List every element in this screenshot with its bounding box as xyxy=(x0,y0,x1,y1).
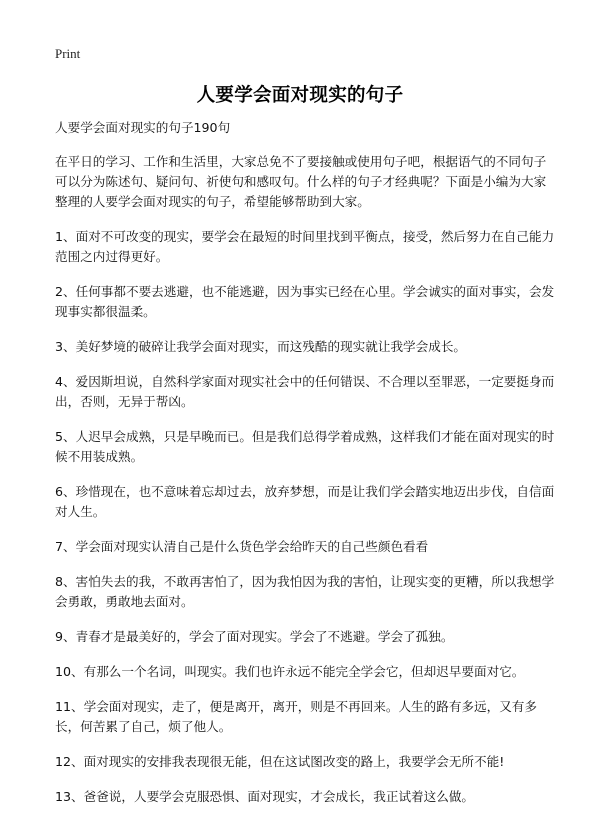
list-item: 11、学会面对现实，走了，便是离开，离开，则是不再回来。人生的路有多远，又有多长，何苦累了自己，烦了他人。 xyxy=(55,699,537,734)
article-intro: 在平日的学习、工作和生活里，大家总免不了要接触或使用句子吧，根据语气的不同句子可以分为陈述句、疑问句、祈使句和感叹句。什么样的句子才经典呢？下面是小编为大家整理的人要学会面对现实的句子，希望能够帮助到大家。 xyxy=(55,154,547,209)
list-item: 6、珍惜现在，也不意味着忘却过去，放弃梦想，而是让我们学会踏实地迈出步伐，自信面对人生。 xyxy=(55,484,555,519)
list-item: 10、有那么一个名词，叫现实。我们也许永远不能完全学会它，但却迟早要面对它。 xyxy=(55,664,525,679)
article-subtitle: 人要学会面对现实的句子190句 xyxy=(55,120,231,135)
list-item: 9、青春才是最美好的，学会了面对现实。学会了不逃避。学会了孤独。 xyxy=(55,629,454,644)
list-item: 2、任何事都不要去逃避，也不能逃避，因为事实已经在心里。学会诚实的面对事实，会发现事实都很温柔。 xyxy=(55,284,555,319)
list-item: 13、爸爸说，人要学会克服恐惧、面对现实，才会成长，我正试着这么做。 xyxy=(55,789,475,804)
list-item: 7、学会面对现实认清自己是什么货色学会给昨天的自己些颜色看看 xyxy=(55,539,429,554)
article-body xyxy=(55,118,555,822)
list-item: 3、美好梦境的破碎让我学会面对现实，而这残酷的现实就让我学会成长。 xyxy=(55,339,467,354)
list-item: 8、害怕失去的我，不敢再害怕了，因为我怕因为我的害怕，让现实变的更糟，所以我想学会勇敢，勇敢地去面对。 xyxy=(55,574,555,609)
print-link[interactable]: Print xyxy=(55,46,81,61)
list-item: 5、人迟早会成熟，只是早晚而已。但是我们总得学着成熟，这样我们才能在面对现实的时候不用装成熟。 xyxy=(55,429,555,464)
list-item: 4、爱因斯坦说，自然科学家面对现实社会中的任何错误、不合理以至罪恶，一定要挺身而出，否则，无异于帮凶。 xyxy=(55,374,555,409)
list-item: 12、面对现实的安排我表现很无能，但在这试图改变的路上，我要学会无所不能! xyxy=(55,754,505,769)
list-item: 1、面对不可改变的现实，要学会在最短的时间里找到平衡点，接受，然后努力在自己能力范围之内过得更好。 xyxy=(55,229,555,264)
page-title: 人要学会面对现实的句子 xyxy=(196,85,404,106)
